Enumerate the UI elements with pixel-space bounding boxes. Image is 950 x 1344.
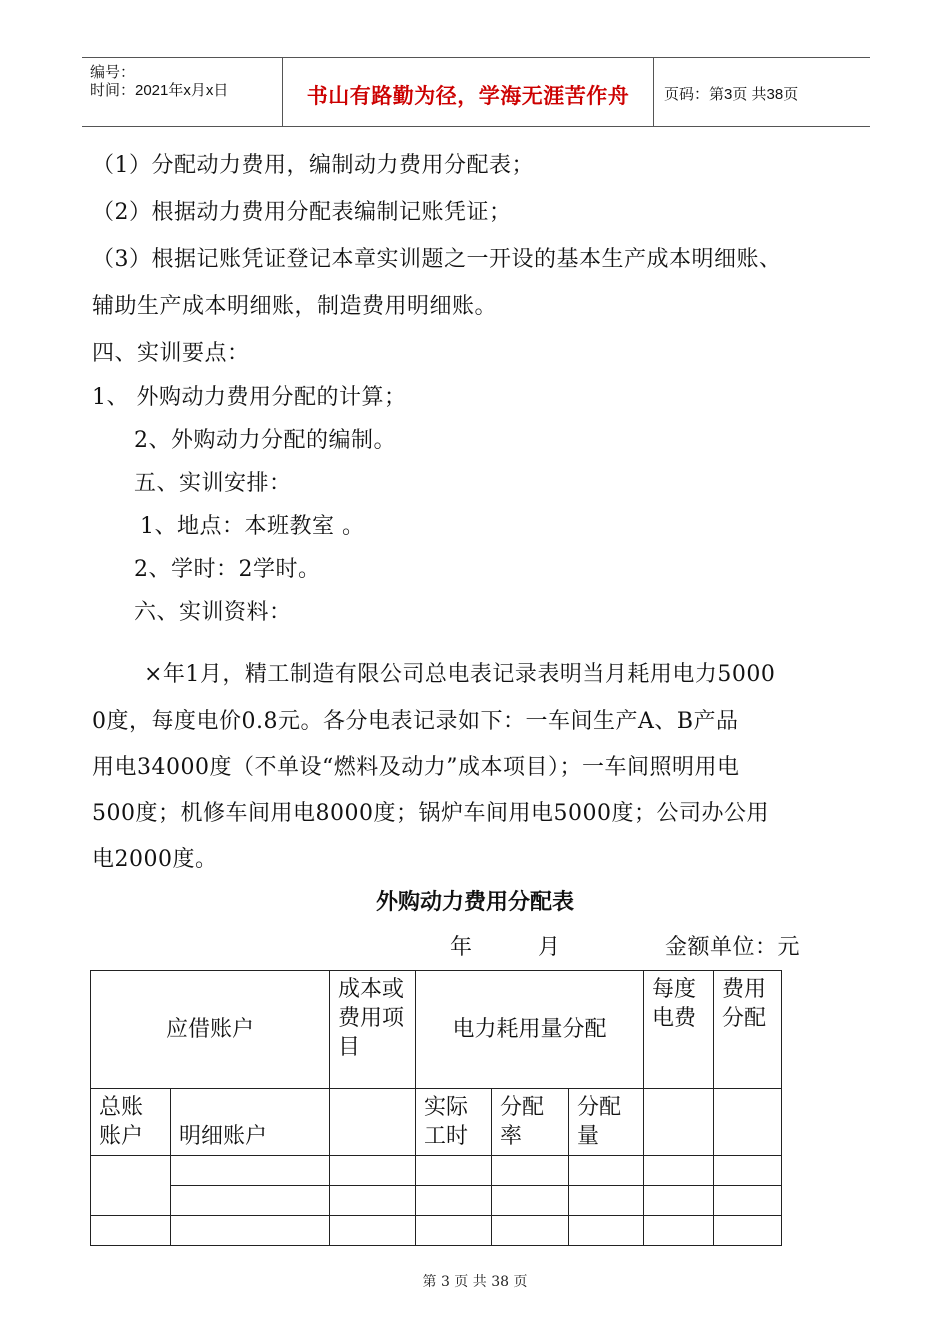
table-cell (492, 1216, 569, 1246)
table-cell (416, 1216, 492, 1246)
table-cell (330, 1089, 416, 1156)
body-line: 1、 外购动力费用分配的计算； (92, 385, 407, 410)
table-unit-label: 金额单位：元 (665, 935, 801, 960)
table-cell (644, 1089, 714, 1156)
header-motto: 书山有路勤为径，学海无涯苦作舟 (306, 84, 630, 108)
header-motto-cell (282, 58, 654, 126)
table-cell (569, 1156, 644, 1186)
table-cell (330, 1186, 416, 1216)
header-cost-item: 成本或费用项目 (330, 971, 416, 1089)
page-header (82, 57, 870, 127)
header-page-number: 页码：第3页 共38页 (664, 86, 799, 103)
table-cell (569, 1216, 644, 1246)
table-cell (492, 1156, 569, 1186)
section-heading: 五、实训安排： (134, 471, 292, 496)
table-cell (644, 1156, 714, 1186)
header-meta (82, 58, 282, 126)
header-general-account: 总账账户 (91, 1089, 171, 1156)
table-cell (714, 1186, 782, 1216)
header-unit-price: 每度电费 (644, 971, 714, 1089)
header-power-allocation: 电力耗用量分配 (416, 971, 644, 1089)
doc-time-label: 时间：2021年x月x日 (90, 82, 229, 99)
table-cell (330, 1156, 416, 1186)
table-cell (330, 1216, 416, 1246)
table-subheader-row (91, 1089, 782, 1156)
paragraph-line: 用电34000度（不单设“燃料及动力”成本项目）；一车间照明用电 (92, 755, 740, 780)
page-footer: 第 3 页 共 38 页 (422, 1274, 528, 1290)
paragraph-line: 500度；机修车间用电8000度；锅炉车间用电5000度；公司办公用 (92, 801, 769, 826)
table-month-label: 月 (538, 935, 561, 960)
table-cell (714, 1156, 782, 1186)
paragraph-line: ×年1月，精工制造有限公司总电表记录表明当月耗用电力5000 (144, 662, 776, 687)
table-cell (714, 1216, 782, 1246)
body-line: 辅助生产成本明细账，制造费用明细账。 (92, 294, 498, 319)
header-debit-account: 应借账户 (91, 971, 330, 1089)
header-fee-allocation: 费用分配 (714, 971, 782, 1089)
table-cell (91, 1156, 171, 1216)
body-line: 1、地点：本班教室 。 (140, 514, 365, 539)
table-cell (569, 1186, 644, 1216)
table-cell (644, 1186, 714, 1216)
body-line: （2）根据动力费用分配表编制记账凭证； (92, 200, 512, 225)
table-cell (714, 1089, 782, 1156)
table-row (91, 1186, 782, 1216)
paragraph-line: 0度，每度电价0.8元。各分电表记录如下：一车间生产A、B产品 (92, 709, 739, 734)
header-allocation-amount: 分配量 (569, 1089, 644, 1156)
table-header-row (91, 971, 782, 1089)
allocation-table (90, 970, 782, 1246)
body-line: 2、学时：2学时。 (134, 557, 321, 582)
header-detail-account: 明细账户 (171, 1089, 330, 1156)
table-cell (644, 1216, 714, 1246)
table-row (91, 1156, 782, 1186)
table-cell (171, 1156, 330, 1186)
header-allocation-rate: 分配率 (492, 1089, 569, 1156)
paragraph-line: 电2000度。 (92, 847, 218, 872)
section-heading: 六、实训资料： (134, 600, 292, 625)
body-line: （3）根据记账凭证登记本章实训题之一开设的基本生产成本明细账、 (92, 247, 782, 272)
table-cell (416, 1156, 492, 1186)
header-page-cell (654, 58, 870, 126)
body-line: （1）分配动力费用，编制动力费用分配表； (92, 153, 534, 178)
table-title: 外购动力费用分配表 (375, 890, 574, 915)
table-cell (91, 1216, 171, 1246)
table-cell (492, 1186, 569, 1216)
doc-number-label: 编号： (90, 64, 136, 81)
body-line: 2、外购动力分配的编制。 (134, 428, 396, 453)
table-cell (171, 1186, 330, 1216)
table-year-label: 年 (450, 935, 473, 960)
header-actual-hours: 实际工时 (416, 1089, 492, 1156)
table-row (91, 1216, 782, 1246)
section-heading: 四、实训要点： (92, 341, 250, 366)
table-cell (416, 1186, 492, 1216)
table-cell (171, 1216, 330, 1246)
